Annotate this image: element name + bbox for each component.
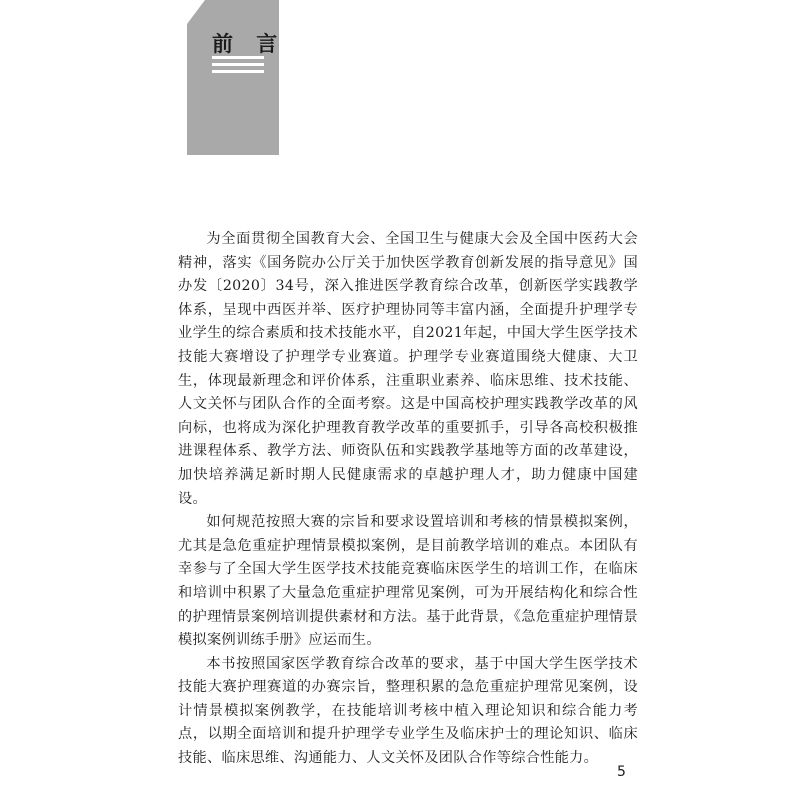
decor-line	[212, 63, 264, 66]
decor-line	[212, 70, 264, 73]
preface-body	[178, 228, 638, 771]
page-corner-decoration	[187, 0, 205, 24]
paragraph: 如何规范按照大赛的宗旨和要求设置培训和考核的情景模拟案例，尤其是急危重症护理情景模拟案例，是目前教学培训的难点。本团队有幸参与了全国大学生医学技术技能竞赛临床医学生的培训工作，在临床和培训中积累了大量急危重症护理常见案例，可为开展结构化和综合性的护理情景案例培训提供素材和方法。基于此背景，《急危重症护理情景模拟案例训练手册》应运而生。	[178, 514, 638, 649]
paragraph: 本书按照国家医学教育综合改革的要求，基于中国大学生医学技术技能大赛护理赛道的办赛宗旨，整理积累的急危重症护理常见案例，设计情景模拟案例教学，在技能培训考核中植入理论知识和综合能力考点，以期全面培训和提升护理学专业学生及临床护士的理论知识、临床技能、临床思维、沟通能力、人文关怀及团队合作等综合性能力。	[178, 655, 638, 767]
page-number: 5	[617, 764, 626, 780]
decor-line	[212, 56, 264, 59]
chapter-title: 前 言	[212, 32, 286, 56]
title-underline-decoration	[212, 56, 264, 77]
paragraph: 为全面贯彻全国教育大会、全国卫生与健康大会及全国中医药大会精神，落实《国务院办公厅关于加快医学教育创新发展的指导意见》国办发〔2020〕34号，深入推进医学教育综合改革，创新医学实践教学体系，呈现中西医并举、医疗护理协同等丰富内涵，全面提升护理学专业学生的综合素质和技术技能水平，自2021年起，中国大学生医学技术技能大赛增设了护理学专业赛道。护理学专业赛道围绕大健康、大卫生，体现最新理念和评价体系，注重职业素养、临床思维、技术技能、人文关怀与团队合作的全面考察。这是中国高校护理实践教学改革的风向标，也将成为深化护理教育教学改革的重要抓手，引导各高校积极推进课程体系、教学方法、师资队伍和实践教学基地等方面的改革建设，加快培养满足新时期人民健康需求的卓越护理人才，助力健康中国建设。	[178, 231, 638, 507]
chapter-header-band	[187, 0, 279, 155]
